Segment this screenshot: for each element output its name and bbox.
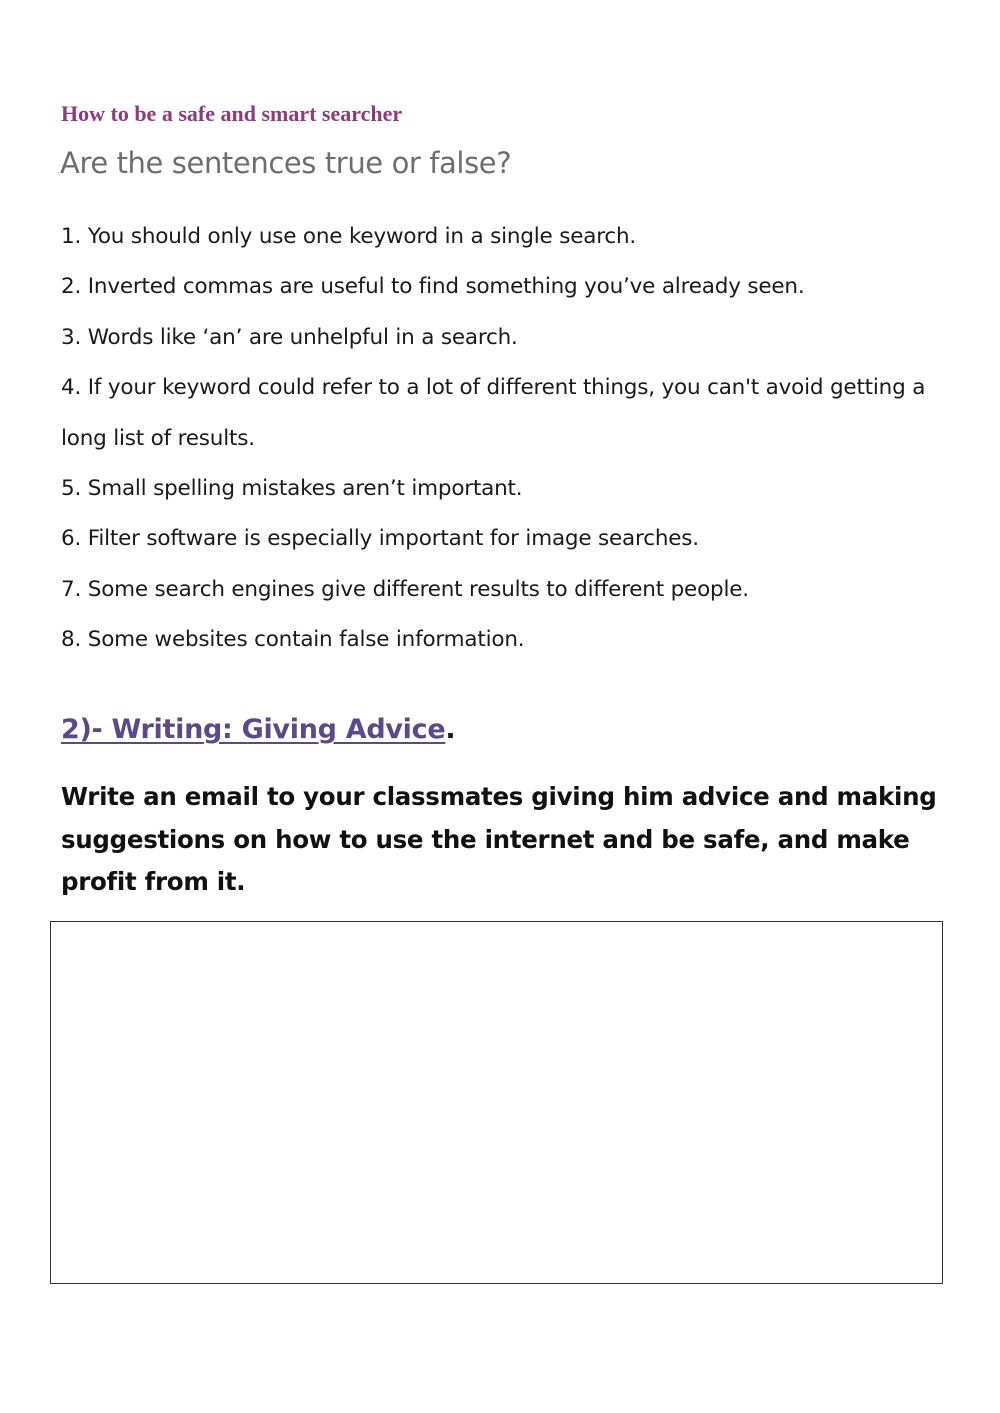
writing-heading-text: 2)- Writing: Giving Advice [61,714,446,745]
statement-item-7: 7. Some search engines give different results to different people. [61,576,749,602]
writing-instruction: Write an email to your classmates giving him advice and making suggestions on how to use the internet and be safe, and make profit from it. [61,782,937,896]
statement-list [61,212,941,666]
statement-item-1: 1. You should only use one keyword in a single search. [61,224,637,249]
statement-item-3: 3. Words like ‘an’ are unhelpful in a search. [61,324,518,350]
answer-box[interactable] [50,921,943,1284]
writing-section-heading [61,714,455,745]
statement-item-6: 6. Filter software is especially important for image searches. [61,526,699,552]
statement-item-2: 2. Inverted commas are useful to find something you’ve already seen. [61,274,805,300]
statement-item-4: 4. If your keyword could refer to a lot of different things, you can't avoid getting a long list of results. [61,375,926,451]
writing-heading-period: . [445,714,456,745]
question-heading: Are the sentences true or false? [60,146,512,180]
statement-item-8: 8. Some websites contain false information. [61,627,525,653]
statement-item-5: 5. Small spelling mistakes aren’t important. [61,476,523,502]
document-title: How to be a safe and smart searcher [61,101,403,126]
